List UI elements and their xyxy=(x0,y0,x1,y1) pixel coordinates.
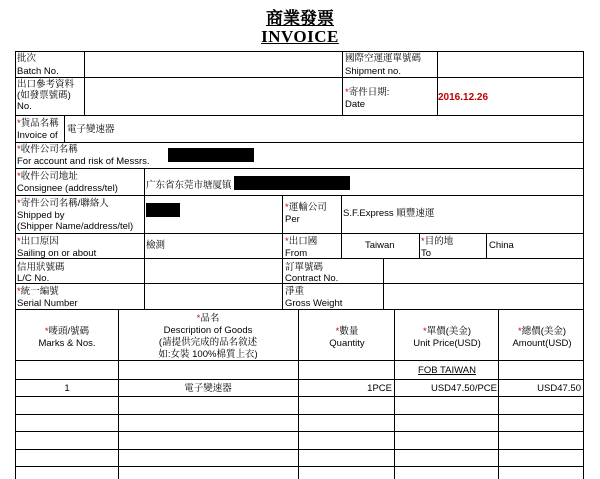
item-amount[interactable]: USD47.50 xyxy=(537,383,581,394)
export-ref-label-cn2: (如發票號碼) xyxy=(17,90,71,101)
col-amount-en: Amount(USD) xyxy=(512,338,572,349)
origin-label-en: From xyxy=(285,248,308,259)
grid-line xyxy=(437,51,438,115)
col-marks-cn: *嘜頭/號碼 xyxy=(44,326,90,337)
required-mark: * xyxy=(335,326,340,337)
shipper-label-en: Shipped by xyxy=(17,210,65,221)
grid-line xyxy=(383,258,384,309)
grid-line xyxy=(394,309,395,479)
required-mark: * xyxy=(44,326,49,337)
redacted-address xyxy=(234,176,350,190)
ship-date-label-cn: *寄件日期: xyxy=(345,87,390,98)
destination-label-en: To xyxy=(421,248,432,259)
grid-line xyxy=(15,233,583,234)
required-mark: * xyxy=(285,236,289,247)
grid-line xyxy=(298,309,299,479)
col-unit-price-en: Unit Price(USD) xyxy=(413,338,481,349)
account-company-label-cn: *收件公司名稱 xyxy=(17,144,78,155)
serial-label-cn: *統一編號 xyxy=(17,286,59,297)
grid-line xyxy=(15,77,583,78)
carrier-label-en: Per xyxy=(285,214,300,225)
carrier-value[interactable]: S.F.Express 順豐速運 xyxy=(343,208,435,219)
required-mark: * xyxy=(517,326,522,337)
serial-label-en: Serial Number xyxy=(17,298,78,309)
account-company-label-en: For account and risk of Messrs. xyxy=(17,156,150,167)
export-ref-label-en: No. xyxy=(17,101,32,112)
grid-line xyxy=(15,115,583,116)
item-quantity[interactable]: 1PCE xyxy=(367,383,392,394)
item-mark[interactable]: 1 xyxy=(64,383,70,394)
grid-line xyxy=(282,195,283,309)
grid-line xyxy=(583,51,584,479)
batch-label-en: Batch No. xyxy=(17,66,59,77)
col-amount-cn: *總價(美金) xyxy=(517,326,567,337)
consignee-address-value[interactable]: 广东省东莞市塘厦镇 xyxy=(146,180,232,191)
required-mark: * xyxy=(17,118,21,129)
lc-label-en: L/C No. xyxy=(17,273,50,284)
title-chinese: 商業發票 xyxy=(266,9,334,29)
terms: FOB TAIWAN xyxy=(418,365,476,376)
goods-name-label-cn: *貨品名稱 xyxy=(17,118,59,129)
grid-line xyxy=(342,51,343,115)
export-reason-label-cn: *出口原因 xyxy=(17,236,59,247)
item-unit-price[interactable]: USD47.50/PCE xyxy=(430,383,497,394)
grid-line xyxy=(419,233,420,258)
redacted-shipper xyxy=(146,203,180,217)
export-reason-label-en: Sailing on or about xyxy=(17,248,97,259)
grid-line xyxy=(486,233,487,258)
required-mark: * xyxy=(17,236,21,247)
destination-value[interactable]: China xyxy=(489,240,514,251)
consignee-label-en: Consignee (address/tel) xyxy=(17,183,118,194)
export-reason-value[interactable]: 檢測 xyxy=(146,240,166,251)
grid-line xyxy=(144,168,145,309)
weight-label-cn: 淨重 xyxy=(285,286,305,297)
shipment-label-cn: 國際空運運單號碼 xyxy=(345,53,422,64)
export-ref-label-cn: 出口參考資料 xyxy=(17,79,75,90)
ship-date-value[interactable]: 2016.12.26 xyxy=(438,92,489,103)
col-desc-note1: (請提供完成的品名敘述 xyxy=(158,337,258,348)
required-mark: * xyxy=(422,326,427,337)
required-mark: * xyxy=(17,286,21,297)
consignee-label-cn: *收件公司地址 xyxy=(17,171,78,182)
col-desc-note2: 如:女裝 100%棉質上衣) xyxy=(158,349,258,360)
grid-line xyxy=(498,309,499,479)
grid-line xyxy=(64,115,65,142)
title-english: INVOICE xyxy=(261,27,339,46)
origin-label-cn: *出口國 xyxy=(285,236,318,247)
grid-line xyxy=(15,142,583,143)
shipper-label-cn: *寄件公司名稱/聯絡人 xyxy=(17,198,109,209)
col-unit-price-cn: *單價(美金) xyxy=(422,326,472,337)
origin-value[interactable]: Taiwan xyxy=(365,240,395,251)
required-mark: * xyxy=(17,198,21,209)
contract-label-cn: 訂單號碼 xyxy=(285,262,324,273)
required-mark: * xyxy=(196,313,201,324)
carrier-label-cn: *運輸公司 xyxy=(285,202,327,213)
redacted-company-name xyxy=(168,148,254,162)
grid-line xyxy=(15,168,583,169)
item-description[interactable]: 電子變速器 xyxy=(184,383,232,394)
col-marks-en: Marks & Nos. xyxy=(38,338,96,349)
ship-date-label-en: Date xyxy=(345,99,366,110)
col-qty-cn: *數量 xyxy=(335,326,359,337)
grid-line xyxy=(118,309,119,479)
shipper-label-en2: (Shipper Name/address/tel) xyxy=(17,221,134,232)
col-qty-en: Quantity xyxy=(329,338,365,349)
required-mark: * xyxy=(17,144,21,155)
col-desc-en: Description of Goods xyxy=(163,325,253,336)
required-mark: * xyxy=(421,236,425,247)
required-mark: * xyxy=(17,171,21,182)
contract-label-en: Contract No. xyxy=(285,273,339,284)
grid-line xyxy=(84,51,85,115)
required-mark: * xyxy=(345,87,349,98)
grid-line xyxy=(15,51,583,52)
grid-line xyxy=(341,195,342,258)
shipment-label-en: Shipment no. xyxy=(345,66,401,77)
grid-line xyxy=(15,195,583,196)
grid-line xyxy=(15,51,16,479)
batch-label-cn: 批次 xyxy=(17,53,37,64)
destination-label-cn: *目的地 xyxy=(421,236,454,247)
goods-name-value[interactable]: 電子變速器 xyxy=(67,124,115,135)
lc-label-cn: 信用狀號碼 xyxy=(17,262,65,273)
weight-label-en: Gross Weight xyxy=(285,298,343,309)
col-desc-cn: *品名 xyxy=(196,313,220,324)
required-mark: * xyxy=(285,202,289,213)
goods-name-label-en: Invoice of xyxy=(17,130,58,141)
